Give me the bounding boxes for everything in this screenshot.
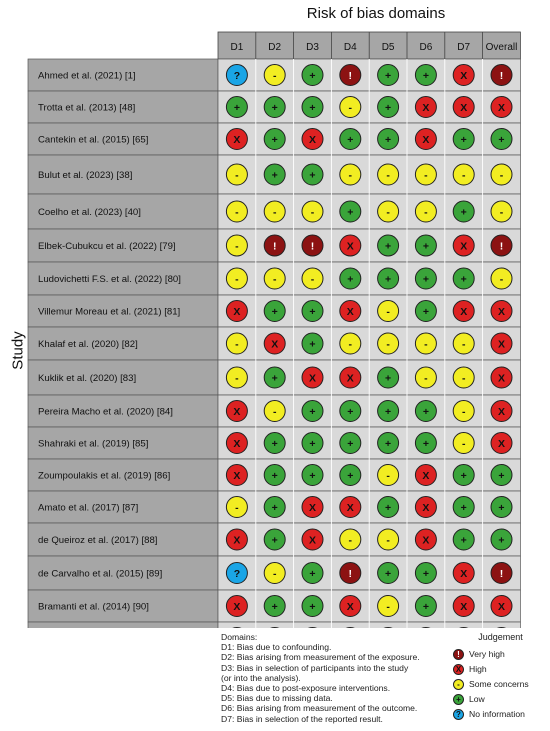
judgement-symbol: +: [309, 405, 316, 418]
column-header-d3: D3: [306, 42, 319, 53]
study-label: Villemur Moreau et al. (2021) [81]: [38, 306, 181, 318]
judgement-symbol: +: [385, 437, 392, 450]
judgement-symbol: +: [271, 372, 278, 385]
judgement-symbol: X: [346, 305, 354, 318]
judgement-symbol: !: [499, 240, 504, 253]
judgement-symbol: X: [497, 600, 506, 613]
study-label-cell: [28, 622, 218, 628]
judgement-symbol: -: [424, 169, 428, 182]
judgement-symbol: +: [385, 405, 392, 418]
study-label: Ludovichetti F.S. et al. (2022) [80]: [38, 274, 181, 285]
judgement-symbol: +: [309, 305, 316, 318]
judgement-symbol: -: [272, 206, 277, 219]
judgement-symbol: -: [386, 534, 390, 547]
judgement-symbol: +: [385, 69, 392, 82]
judgement-symbol: X: [497, 372, 506, 385]
judgement-symbol: -: [499, 273, 504, 286]
judgement-symbol: -: [348, 101, 353, 114]
judgement-symbol: X: [460, 101, 468, 114]
judgement-symbol: !: [499, 69, 504, 82]
judgement-symbol: X: [346, 501, 354, 514]
legend-very-high-icon: !: [453, 649, 464, 660]
judgement-symbol: X: [497, 338, 506, 351]
legend-label: Low: [469, 694, 485, 704]
study-label: Bramanti et al. (2014) [90]: [38, 601, 149, 613]
y-axis-label: Study: [9, 331, 27, 370]
study-label: Cantekin et al. (2015) [65]: [38, 134, 149, 146]
judgement-symbol: +: [460, 534, 467, 547]
column-header-d7: D7: [457, 42, 471, 53]
legend-item-low: [451, 692, 550, 707]
judgement-symbol: -: [235, 206, 239, 219]
judgement-symbol: -: [235, 372, 239, 385]
judgement-symbol: -: [424, 372, 428, 385]
judgement-symbol: +: [347, 206, 354, 219]
judgement-symbol: +: [347, 469, 354, 482]
judgement-symbol: +: [385, 240, 392, 253]
legend-label: No information: [469, 709, 525, 719]
study-label: Coelho et al. (2023) [40]: [38, 207, 141, 218]
judgement-symbol: -: [461, 338, 466, 351]
judgement-symbol: ?: [233, 567, 241, 580]
judgement-symbol: +: [309, 338, 316, 351]
judgement-symbol: +: [422, 567, 429, 580]
legend-label: Some concerns: [469, 679, 529, 689]
judgement-symbol: +: [347, 437, 354, 450]
judgement-symbol: -: [386, 305, 390, 318]
judgement-symbol: X: [271, 338, 279, 351]
judgement-symbol: +: [385, 133, 392, 146]
judgement-symbol: +: [498, 501, 505, 514]
judgement-symbol: -: [461, 405, 466, 418]
judgement-symbol: +: [422, 69, 429, 82]
judgement-symbol: -: [235, 273, 239, 286]
legend-item-very-high: [451, 647, 550, 662]
judgement-symbol: X: [233, 305, 241, 318]
judgement-symbol: X: [233, 469, 241, 482]
judgement-symbol: +: [422, 273, 429, 286]
judgement-symbol: X: [422, 534, 430, 547]
domain-description: D5: Bias due to missing data.: [221, 693, 333, 704]
judgement-symbol: +: [498, 469, 505, 482]
judgement-symbol: X: [460, 305, 468, 318]
judgement-symbol: !: [348, 69, 353, 82]
judgement-symbol: +: [309, 567, 316, 580]
study-label: Bulut et al. (2023) [38]: [38, 170, 133, 181]
judgement-symbol: -: [499, 169, 504, 182]
judgement-symbol: +: [385, 567, 392, 580]
judgement-symbol: X: [308, 501, 317, 514]
domain-list: [221, 642, 446, 724]
study-label: Elbek-Cubukcu et al. (2022) [79]: [38, 241, 176, 252]
judgement-symbol: +: [271, 469, 278, 482]
legend-no-information-icon: ?: [453, 709, 464, 720]
judgement-symbol: -: [386, 600, 390, 613]
judgement-symbol: X: [308, 534, 317, 547]
judgement-symbol: X: [308, 372, 317, 385]
study-label: Shahraki et al. (2019) [85]: [38, 438, 149, 450]
judgement-symbol: X: [497, 405, 506, 418]
column-header-d6: D6: [419, 42, 433, 53]
judgement-symbol: +: [309, 469, 316, 482]
judgement-symbol: -: [272, 405, 277, 418]
judgement-symbol: X: [497, 437, 506, 450]
judgement-symbol: +: [309, 69, 316, 82]
judgement-symbol: -: [272, 567, 277, 580]
judgement-symbol: +: [271, 133, 278, 146]
judgement-symbol: -: [348, 534, 353, 547]
judgement-symbol: +: [460, 469, 467, 482]
legend-item-some-concerns: [451, 677, 550, 692]
judgement-symbol: -: [386, 169, 390, 182]
legend-label: High: [469, 664, 487, 674]
judgement-symbol: +: [271, 501, 278, 514]
judgement-symbol: -: [235, 240, 239, 253]
study-label: Zoumpoulakis et al. (2019) [86]: [38, 470, 171, 482]
judgement-symbol: +: [271, 305, 278, 318]
judgement-symbol: +: [309, 600, 316, 613]
legend-item-high: [451, 662, 550, 677]
judgement-symbol: -: [499, 206, 504, 219]
judgement-symbol: -: [348, 338, 353, 351]
legend-item-no-information: [451, 707, 550, 722]
judgement-symbol: -: [461, 169, 466, 182]
judgement-symbol: !: [272, 240, 277, 253]
judgement-symbol: -: [348, 169, 353, 182]
judgement-symbol: +: [385, 101, 392, 114]
column-header-overall: Overall: [485, 42, 518, 53]
judgement-symbol: ?: [233, 69, 241, 82]
judgement-symbol: +: [271, 600, 278, 613]
judgement-symbol: -: [235, 501, 239, 514]
judgement-symbol: +: [498, 133, 505, 146]
legend-items: [451, 647, 550, 722]
judgement-symbol: !: [499, 567, 504, 580]
judgement-symbol: X: [346, 240, 354, 253]
judgement-symbol: -: [424, 338, 428, 351]
judgement-symbol: -: [424, 206, 428, 219]
judgement-symbol: -: [310, 206, 315, 219]
study-label: Ahmed et al. (2021) [1]: [38, 70, 136, 82]
judgement-symbol: -: [310, 273, 315, 286]
study-label: Amato et al. (2017) [87]: [38, 502, 139, 514]
study-label: Pereira Macho et al. (2020) [84]: [38, 406, 173, 418]
domain-description: D7: Bias in selection of the reported result.: [221, 713, 383, 724]
judgement-symbol: -: [386, 469, 390, 482]
judgement-symbol: +: [347, 273, 354, 286]
judgement-symbol: X: [233, 534, 241, 547]
study-label: Kuklik et al. (2020) [83]: [38, 373, 137, 384]
judgement-symbol: +: [385, 273, 392, 286]
domains-title: Domains:: [221, 632, 258, 642]
judgement-symbol: -: [272, 273, 277, 286]
column-header-d4: D4: [343, 42, 357, 53]
judgement-symbol: +: [422, 405, 429, 418]
judgement-symbol: X: [497, 305, 506, 318]
legend-high-icon: X: [453, 664, 464, 675]
judgement-symbol: -: [235, 169, 239, 182]
judgement-symbol: X: [460, 69, 468, 82]
judgement-symbol: +: [271, 169, 278, 182]
judgement-symbol: -: [386, 338, 390, 351]
judgement-symbol: +: [347, 405, 354, 418]
judgement-symbol: !: [348, 567, 353, 580]
judgement-symbol: -: [272, 69, 277, 82]
judgement-symbol: X: [460, 600, 468, 613]
domain-description: D2: Bias arising from measurement of the exposure.: [221, 652, 420, 663]
judgement-legend: [451, 632, 550, 722]
legend-some-concerns-icon: -: [453, 679, 464, 690]
judgement-symbol: +: [347, 133, 354, 146]
judgement-symbol: X: [346, 600, 354, 613]
judgement-symbol: X: [346, 372, 354, 385]
legend-label: Very high: [469, 649, 505, 659]
judgement-symbol: X: [422, 133, 430, 146]
domain-description: D1: Bias due to confounding.: [221, 642, 332, 653]
column-header-d1: D1: [230, 42, 244, 53]
judgement-symbol: X: [233, 405, 241, 418]
judgement-symbol: X: [460, 567, 468, 580]
judgement-symbol: -: [235, 338, 239, 351]
judgement-symbol: +: [460, 133, 467, 146]
chart-title: Risk of bias domains: [306, 5, 446, 22]
judgement-symbol: +: [422, 305, 429, 318]
judgement-symbol: +: [309, 101, 316, 114]
domain-description: D4: Bias due to post-exposure interventions.: [221, 683, 391, 694]
judgement-symbol: +: [460, 206, 467, 219]
judgement-symbol: -: [461, 372, 466, 385]
judgement-symbol: X: [460, 240, 468, 253]
judgement-symbol: +: [309, 169, 316, 182]
judgement-symbol: +: [271, 101, 278, 114]
judgement-symbol: X: [422, 501, 430, 514]
column-header-d2: D2: [268, 42, 282, 53]
judgement-symbol: +: [460, 501, 467, 514]
judgement-symbol: X: [233, 600, 241, 613]
judgement-symbol: !: [310, 240, 315, 253]
domains-key: [221, 632, 446, 724]
judgement-symbol: +: [422, 600, 429, 613]
judgement-symbol: X: [422, 469, 430, 482]
study-label: Khalaf et al. (2020) [82]: [38, 339, 138, 350]
chart-footer: [221, 630, 550, 730]
study-label: Trotta et al. (2013) [48]: [38, 102, 136, 114]
judgement-symbol: -: [461, 437, 466, 450]
judgement-symbol: +: [385, 501, 392, 514]
judgement-symbol: +: [271, 437, 278, 450]
judgement-symbol: +: [233, 101, 240, 114]
judgement-symbol: X: [422, 101, 430, 114]
judgement-symbol: X: [308, 133, 317, 146]
column-header-d5: D5: [381, 42, 395, 53]
judgement-symbol: +: [498, 534, 505, 547]
study-label: de Carvalho et al. (2015) [89]: [38, 568, 163, 580]
legend-low-icon: +: [453, 694, 464, 705]
study-label: de Queiroz et al. (2017) [88]: [38, 535, 158, 546]
judgement-symbol: +: [422, 437, 429, 450]
judgement-symbol: +: [385, 372, 392, 385]
domain-description: (or into the analysis).: [221, 672, 301, 683]
judgement-symbol: X: [233, 437, 241, 450]
judgement-symbol: +: [422, 240, 429, 253]
judgement-symbol: X: [497, 101, 506, 114]
legend-title: Judgement: [478, 632, 523, 642]
judgement-symbol: X: [233, 133, 241, 146]
judgement-symbol: +: [309, 437, 316, 450]
judgement-symbol: -: [386, 206, 390, 219]
judgement-symbol: +: [271, 534, 278, 547]
judgement-symbol: +: [460, 273, 467, 286]
domain-description: D6: Bias arising from measurement of the outcome.: [221, 703, 418, 714]
domain-description: D3: Bias in selection of participants into the study: [221, 662, 409, 673]
